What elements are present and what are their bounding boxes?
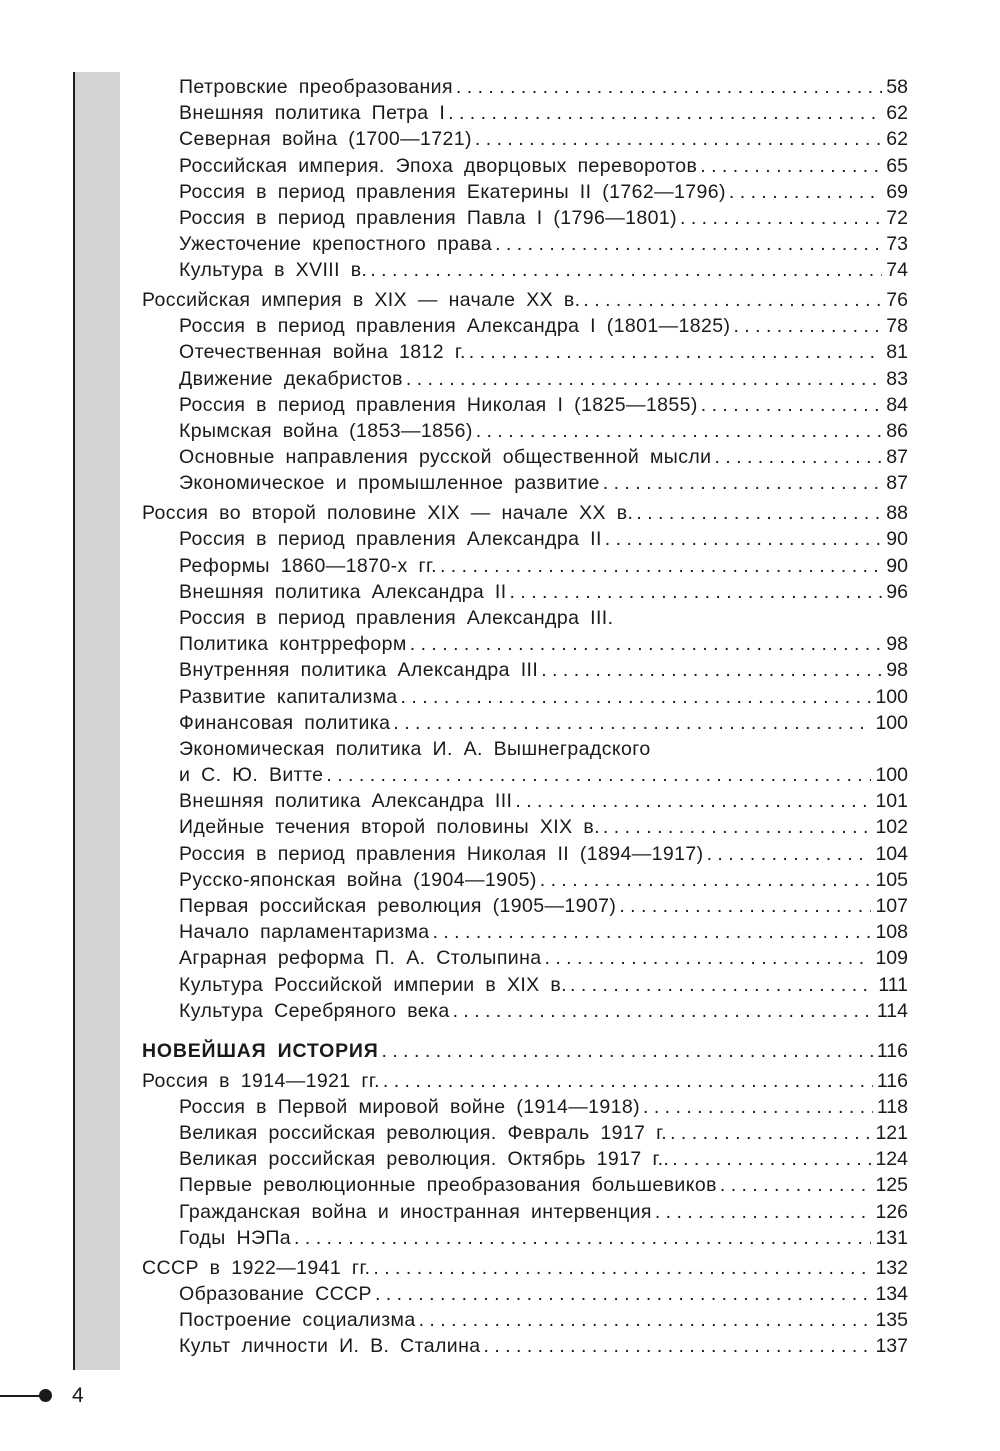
toc-entry[interactable] xyxy=(142,788,908,814)
toc-leader-dots xyxy=(643,1094,873,1120)
toc-page-number: 116 xyxy=(876,1069,908,1092)
toc-entry[interactable] xyxy=(142,657,908,683)
toc-entry[interactable] xyxy=(142,1146,908,1172)
toc-entry-title: Россия в Первой мировой войне (1914—1918) xyxy=(179,1095,640,1118)
toc-entry-title: Великая российская революция. Февраль 1917 г. xyxy=(179,1122,668,1145)
footer-bullet xyxy=(39,1389,52,1402)
toc-page-number: 98 xyxy=(886,659,908,682)
toc-leader-dots xyxy=(448,100,882,126)
toc-page-number: 137 xyxy=(875,1335,908,1358)
toc-leader-dots xyxy=(406,366,882,392)
toc-entry[interactable] xyxy=(142,392,908,418)
toc-entry-title: СССР в 1922—1941 гг. xyxy=(142,1256,371,1279)
toc-leader-dots xyxy=(393,710,871,736)
toc-leader-dots xyxy=(605,526,883,552)
toc-page-number: 100 xyxy=(875,711,908,734)
toc-entry-title: Россия в период правления Александра I (1801—1825) xyxy=(179,315,731,338)
toc-entry[interactable] xyxy=(142,257,908,283)
toc-page-number: 96 xyxy=(886,580,908,603)
toc-leader-dots xyxy=(672,1146,871,1172)
toc-entry-title: Россия в период правления Павла I (1796—1801) xyxy=(179,206,678,229)
toc-leader-dots xyxy=(453,998,873,1024)
toc-page-number: 74 xyxy=(886,259,908,282)
toc-entry-title: Построение социализма xyxy=(179,1309,416,1331)
toc-entry[interactable] xyxy=(142,1120,908,1146)
toc-entry-title: Аграрная реформа П. А. Столыпина xyxy=(179,947,542,970)
toc-entry[interactable] xyxy=(142,814,908,840)
toc-leader-dots xyxy=(701,392,883,418)
toc-entry-title: Русско-японская война (1904—1905) xyxy=(179,868,537,891)
toc-entry[interactable] xyxy=(142,972,908,998)
toc-entry[interactable] xyxy=(142,366,908,392)
toc-entry[interactable] xyxy=(142,100,908,126)
toc-page-number: 109 xyxy=(875,947,908,970)
toc-entry-title: Первые революционные преобразования большевиков xyxy=(179,1174,717,1197)
toc-page-number: 100 xyxy=(875,685,908,708)
toc-page-number: 102 xyxy=(875,816,908,839)
toc-entry-title: Движение декабристов xyxy=(179,367,403,390)
toc-page-number: 81 xyxy=(886,341,908,364)
toc-page-number: 116 xyxy=(876,1039,908,1062)
toc-page-number: 90 xyxy=(886,554,908,577)
toc-page-number: 88 xyxy=(886,502,908,525)
toc-leader-dots xyxy=(583,287,882,313)
toc-leader-dots xyxy=(729,179,882,205)
toc-leader-dots xyxy=(570,972,874,998)
toc-entry[interactable] xyxy=(142,231,908,257)
toc-entry[interactable] xyxy=(142,126,908,152)
toc-leader-dots xyxy=(700,153,882,179)
toc-page-number: 126 xyxy=(875,1200,908,1223)
toc-page-number: 101 xyxy=(875,790,908,813)
toc-leader-dots xyxy=(382,1038,873,1064)
toc-entry[interactable] xyxy=(142,418,908,444)
toc-page-number: 134 xyxy=(875,1282,908,1305)
toc-entry-title: Великая российская революция. Октябрь 1917 г.. xyxy=(179,1148,670,1171)
toc-entry-title: Крымская война (1853—1856) xyxy=(179,420,473,443)
toc-page-number: 105 xyxy=(875,868,908,891)
toc-entry-title: Ужесточение крепостного права xyxy=(179,233,493,256)
toc-entry-title: Культура Российской империи в XIX в. xyxy=(179,973,567,996)
toc-leader-dots xyxy=(720,1172,872,1198)
toc-entry-title: Россия в период правления Екатерины II (1762—1796) xyxy=(179,180,726,203)
toc-entry-title: Россия в период правления Александра II xyxy=(179,528,602,551)
toc-entry-title: Внутренняя политика Александра III xyxy=(179,659,539,682)
toc-entry[interactable] xyxy=(142,313,908,339)
toc-page-number: 76 xyxy=(886,289,908,312)
toc-page-number: 121 xyxy=(875,1122,908,1145)
toc-leader-dots xyxy=(515,788,871,814)
toc-leader-dots xyxy=(545,945,872,971)
toc-chapter[interactable] xyxy=(142,500,908,526)
toc-entry-title: Экономическая политика И. А. Вышнеградского xyxy=(179,737,651,760)
toc-page-number: 131 xyxy=(875,1226,908,1249)
toc-entry[interactable] xyxy=(142,339,908,365)
toc-chapter[interactable] xyxy=(142,1068,908,1094)
toc-entry-title: и С. Ю. Витте xyxy=(179,764,324,787)
toc-leader-dots xyxy=(636,500,882,526)
toc-entry[interactable] xyxy=(142,179,908,205)
toc-leader-dots xyxy=(655,1199,872,1225)
toc-entry-title: Внешняя политика Петра I xyxy=(179,102,446,125)
toc-entry-title: Петровские преобразования xyxy=(179,76,453,98)
toc-entry[interactable] xyxy=(142,1307,908,1333)
toc-entry-title: Гражданская война и иностранная интервенция xyxy=(179,1200,652,1223)
toc-leader-dots xyxy=(432,919,871,945)
toc-entry-title: Отечественная война 1812 г. xyxy=(179,341,466,364)
toc-leader-dots xyxy=(670,1120,871,1146)
toc-leader-dots xyxy=(603,814,872,840)
toc-entry-title: Россия в период правления Александра III. xyxy=(179,606,614,629)
toc-leader-dots xyxy=(375,1281,872,1307)
footer-rule xyxy=(0,1395,44,1397)
toc-chapter[interactable] xyxy=(142,1255,908,1281)
toc-page-number: 86 xyxy=(886,420,908,443)
toc-entry[interactable] xyxy=(142,710,908,736)
toc-entry-title: НОВЕЙШАЯ ИСТОРИЯ xyxy=(142,1039,379,1062)
toc-page-number: 104 xyxy=(875,842,908,865)
toc-entry-title: Первая российская революция (1905—1907) xyxy=(179,895,617,917)
toc-leader-dots xyxy=(714,444,882,470)
toc-entry[interactable] xyxy=(142,998,908,1024)
toc-page-number: 111 xyxy=(878,973,908,996)
toc-entry[interactable] xyxy=(142,1172,908,1198)
toc-entry-title: Северная война (1700—1721) xyxy=(179,128,472,151)
toc-leader-dots xyxy=(469,339,883,365)
toc-page-number: 100 xyxy=(875,764,908,787)
toc-leader-dots xyxy=(733,313,882,339)
toc-entry-title: Внешняя политика Александра III xyxy=(179,790,513,813)
toc-entry-title: Российская империя в XIX — начале XX в. xyxy=(142,289,581,312)
toc-leader-dots xyxy=(419,1307,872,1333)
toc-leader-dots xyxy=(603,470,883,496)
toc-page-number: 62 xyxy=(886,128,908,151)
toc-leader-dots xyxy=(410,631,883,657)
toc-entry-title: Россия в период правления Николая I (1825—1855) xyxy=(179,393,698,416)
toc-entry-title: Россия в период правления Николая II (1894—1917) xyxy=(179,842,704,865)
toc-leader-dots xyxy=(370,257,882,283)
toc-page-number: 107 xyxy=(875,895,908,917)
toc-page-number: 83 xyxy=(886,367,908,390)
toc-leader-dots xyxy=(707,841,872,867)
toc-leader-dots xyxy=(540,867,872,893)
toc-entry-title: Россия в 1914—1921 гг. xyxy=(142,1069,380,1092)
margin-rule xyxy=(73,72,75,1370)
toc-leader-dots xyxy=(541,657,882,683)
toc-leader-dots xyxy=(294,1225,871,1251)
toc-page-number: 72 xyxy=(886,206,908,229)
toc-entry-title: Российская империя. Эпоха дворцовых переворотов xyxy=(179,154,698,177)
toc-entry-title: Культура в XVIII в. xyxy=(179,259,368,282)
toc-leader-dots xyxy=(619,893,871,919)
toc-page-number: 135 xyxy=(875,1309,908,1331)
toc-page-number: 132 xyxy=(875,1256,908,1279)
page-number: 4 xyxy=(72,1384,84,1407)
toc-entry[interactable] xyxy=(142,736,908,762)
toc-page-number: 69 xyxy=(886,180,908,203)
toc-page-number: 62 xyxy=(886,102,908,125)
toc-entry[interactable] xyxy=(142,919,908,945)
toc-page-number: 58 xyxy=(886,76,908,98)
toc-entry-title: Политика контрреформ xyxy=(179,633,407,656)
toc-entry[interactable] xyxy=(142,1094,908,1120)
toc-entry[interactable] xyxy=(142,553,908,579)
toc-page-number: 87 xyxy=(886,472,908,495)
toc-entry[interactable] xyxy=(142,684,908,710)
toc-leader-dots xyxy=(495,231,882,257)
toc-leader-dots xyxy=(510,579,883,605)
margin-gray-bar xyxy=(73,72,120,1370)
toc-entry[interactable] xyxy=(142,1281,908,1307)
toc-page-number: 98 xyxy=(886,633,908,656)
toc-entry-title: Финансовая политика xyxy=(179,711,391,734)
toc-entry[interactable] xyxy=(142,526,908,552)
toc-entry[interactable] xyxy=(142,841,908,867)
toc-entry-title: Экономическое и промышленное развитие xyxy=(179,472,600,495)
toc-entry-title: Начало парламентаризма xyxy=(179,921,430,944)
toc-section-heading[interactable] xyxy=(142,1038,908,1064)
toc-entry-title: Реформы 1860—1870-х гг. xyxy=(179,554,437,577)
toc-entry-title: Внешняя политика Александра II xyxy=(179,580,507,603)
toc-leader-dots xyxy=(484,1333,872,1359)
toc-entry[interactable] xyxy=(142,605,908,631)
toc-leader-dots xyxy=(475,126,882,152)
toc-leader-dots xyxy=(373,1255,871,1281)
toc-entry[interactable] xyxy=(142,631,908,657)
toc-page-number: 87 xyxy=(886,446,908,469)
toc-entry[interactable] xyxy=(142,579,908,605)
toc-page-number: 108 xyxy=(875,921,908,944)
toc-leader-dots xyxy=(440,553,882,579)
toc-entry[interactable] xyxy=(142,1333,908,1359)
toc-entry-title: Развитие капитализма xyxy=(179,685,398,708)
toc-entry-title: Россия во второй половине XIX — начале XX в. xyxy=(142,502,634,525)
toc-page-number: 90 xyxy=(886,528,908,551)
toc-entry[interactable] xyxy=(142,867,908,893)
toc-entry[interactable] xyxy=(142,74,908,100)
toc-entry-title: Культ личности И. В. Сталина xyxy=(179,1335,481,1358)
toc-page-number: 124 xyxy=(875,1148,908,1171)
toc-chapter[interactable] xyxy=(142,287,908,313)
toc-leader-dots xyxy=(680,205,882,231)
toc-entry-title: Идейные течения второй половины XIX в. xyxy=(179,816,600,839)
toc-entry-title: Основные направления русской общественной мысли xyxy=(179,446,712,469)
toc-entry[interactable] xyxy=(142,444,908,470)
toc-page-number: 84 xyxy=(886,393,908,416)
toc-leader-dots xyxy=(401,684,872,710)
toc-entry[interactable] xyxy=(142,1225,908,1251)
toc-entry[interactable] xyxy=(142,470,908,496)
toc-page-number: 118 xyxy=(876,1095,908,1118)
toc-leader-dots xyxy=(456,74,882,100)
toc-page-number: 78 xyxy=(886,315,908,338)
toc-leader-dots xyxy=(383,1068,873,1094)
toc-entry-title: Образование СССР xyxy=(179,1282,372,1305)
toc-page-number: 73 xyxy=(886,233,908,256)
toc-page-number: 65 xyxy=(886,154,908,177)
toc-entry[interactable] xyxy=(142,153,908,179)
toc-entry[interactable] xyxy=(142,762,908,788)
toc-entry[interactable] xyxy=(142,205,908,231)
toc-entry-title: Годы НЭПа xyxy=(179,1226,292,1249)
toc-entry[interactable] xyxy=(142,893,908,919)
toc-entry-title: Культура Серебряного века xyxy=(179,999,450,1022)
toc-entry[interactable] xyxy=(142,945,908,971)
table-of-contents xyxy=(142,74,908,1359)
toc-leader-dots xyxy=(476,418,883,444)
toc-entry[interactable] xyxy=(142,1199,908,1225)
toc-page-number: 114 xyxy=(876,999,908,1022)
toc-page-number: 125 xyxy=(875,1174,908,1197)
toc-leader-dots xyxy=(326,762,871,788)
